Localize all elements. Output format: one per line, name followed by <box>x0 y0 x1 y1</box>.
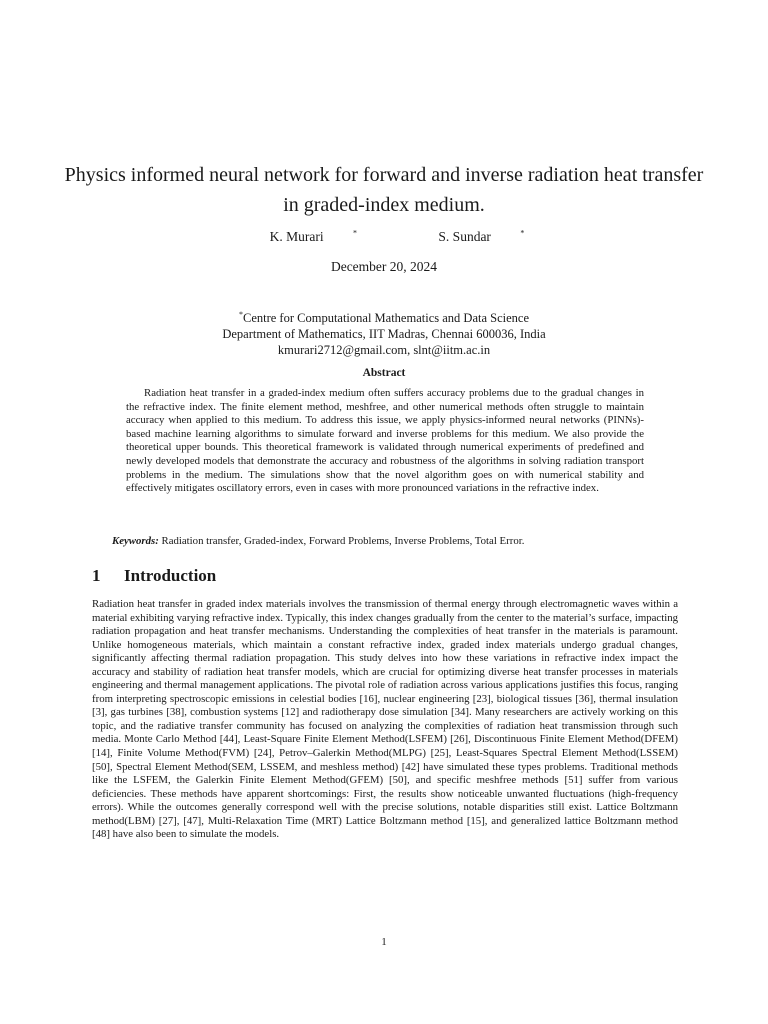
keywords <box>112 535 672 547</box>
section-title: Introduction <box>124 566 217 585</box>
abstract-heading: Abstract <box>362 367 406 379</box>
author <box>412 229 524 245</box>
affiliation-line <box>0 310 768 326</box>
keywords-label: Keywords: <box>112 535 159 547</box>
affiliation <box>0 310 768 358</box>
section-heading <box>92 566 216 586</box>
author-mark: * <box>353 228 358 238</box>
author-mark: * <box>520 228 525 238</box>
author-name: S. Sundar <box>438 229 491 244</box>
page-number: 1 <box>381 936 387 948</box>
paper-date: December 20, 2024 <box>330 259 438 274</box>
author-name: K. Murari <box>269 229 324 244</box>
affiliation-department: Department of Mathematics, IIT Madras, Chennai 600036, India <box>222 327 546 341</box>
affiliation-mark: * <box>238 309 243 319</box>
section-number: 1 <box>92 566 101 585</box>
affiliation-center: Centre for Computational Mathematics and Data Science <box>242 311 530 325</box>
abstract-text: Radiation heat transfer in a graded-index medium often suffers accuracy problems due to the gradual changes in the refractive index. The finite element method, meshfree, and other numerical methods often struggle to maintain accuracy when applied to this medium. To address this issue, we apply physics-informed neural networks (PINNs)-based machine learning algorithms to simulate forward and inverse problems for this medium. We also provide the theoretical upper bounds. This theoretical framework is validated through numerical experiments of predefined and newly developed models that demonstrate the accuracy and robustness of the algorithms in solving radiation transport problems in the medium. The simulations show that the novel algorithm goes on with numerical stability and effectively mitigates oscillatory errors, even in cases with more pronounced variations in the refractive index. <box>126 387 644 495</box>
keywords-list: Radiation transfer, Graded-index, Forward Problems, Inverse Problems, Total Error. <box>161 535 525 547</box>
author <box>244 229 357 245</box>
author-list <box>0 229 768 245</box>
section-body: Radiation heat transfer in graded index materials involves the transmission of thermal energy through electromagnetic waves within a material exhibiting varying refractive index. Typically, this index changes gradually from the center to the material’s surface, impacting radiation propagation and heat transfer mechanisms. Understanding the complexities of heat transfer in the materials is paramount. Unlike homogeneous materials, which maintain a constant refractive index, graded index materials undergo gradual changes, significantly affecting thermal radiation propagation. This study delves into how these variations in refractive index impact the accuracy and stability of radiation heat transfer models, which are crucial for optimizing diverse heat transfer processes in materials engineering and thermal management applications. The pivotal role of radiation across various applications justifies this focus, ranging from interpreting spectroscopic emissions in celestial bodies [16], nuclear engineering [23], biological tissues [36], thermal insulation [3], gas turbines [38], combustion systems [12] and radiotherapy dose simulation [34]. Many researchers are actively working on this topic, and the radiative transfer community has focused on analyzing the complexities of radiation heat transmission through such media. Monte Carlo Method [44], Least-Square Finite Element Method(LSFEM) [26], Discontinuous Finite Element Method(DFEM) [14], Finite Volume Method(FVM) [24], Petrov–Galerkin Method(MLPG) [25], Least-Squares Spectral Element Method(LSSEM) [50], Spectral Element Method(SEM, LSSEM, and meshless method) [42] have simulated these types problems. Traditional methods like the LSFEM, the Galerkin Finite Element Method(GFEM) [50], and specific meshfree methods [51] suffer from various deficiencies. These methods have apparent shortcomings: First, the results show noticeable unwanted fluctuations (high-frequency errors). While the outcomes generally correspond well with the precise solutions, notable disparities still exist. Lattice Boltzmann method(LBM) [27], [47], Multi-Relaxation Time (MRT) Lattice Boltzmann method [15], and generalized lattice Boltzmann method [48] have also been to simulate the models. <box>92 598 678 841</box>
affiliation-emails: kmurari2712@gmail.com, slnt@iitm.ac.in <box>277 343 491 357</box>
paper-title: Physics informed neural network for forward and inverse radiation heat transfer in graded-index medium. <box>64 164 704 216</box>
